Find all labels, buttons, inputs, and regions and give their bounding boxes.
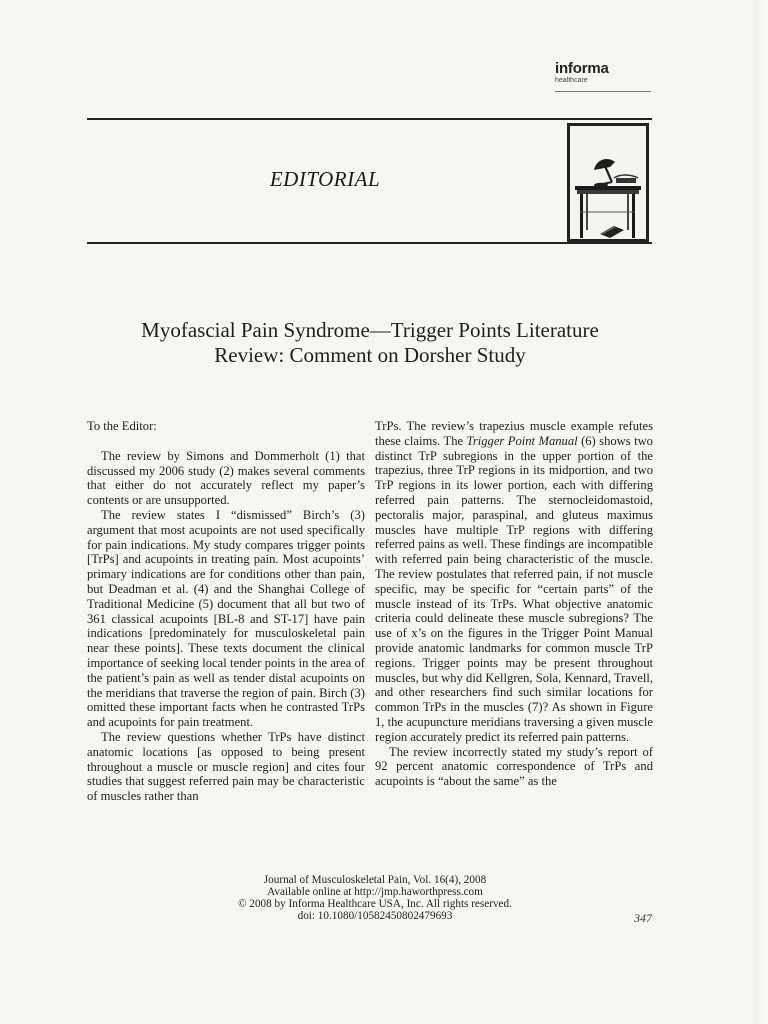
right-column bbox=[375, 419, 653, 789]
body-paragraph: The review incorrectly stated my study’s report of 92 percent anatomic correspondence of TrPs and acupoints is “about the same” as the bbox=[375, 744, 653, 789]
article-title bbox=[90, 318, 650, 368]
page-edge-shadow bbox=[754, 0, 768, 1024]
book-title: Trigger Point Manual bbox=[466, 433, 578, 448]
desk-lamp-icon bbox=[570, 126, 646, 239]
page-number: 347 bbox=[634, 911, 652, 925]
journal-footer bbox=[190, 874, 560, 922]
logo-subtitle: healthcare bbox=[555, 77, 588, 84]
body-paragraph-continued bbox=[375, 419, 653, 745]
paragraph-text: TrPs. The review’s trapezius muscle example refutes these claims. The bbox=[375, 419, 653, 448]
copyright-line: © 2008 by Informa Healthcare USA, Inc. All rights reserved. bbox=[238, 898, 512, 910]
editorial-illustration bbox=[567, 123, 649, 242]
logo-wordmark: informa bbox=[555, 60, 609, 77]
header-top-rule bbox=[87, 118, 652, 120]
availability-line: Available online at http://jmp.haworthpress.com bbox=[267, 886, 483, 898]
doi-line: doi: 10.1080/10582450802479693 bbox=[297, 910, 453, 922]
article-title-line-1: Myofascial Pain Syndrome—Trigger Points Literature bbox=[141, 318, 599, 342]
section-label: EDITORIAL bbox=[269, 167, 381, 191]
body-paragraph: The review by Simons and Dommerholt (1) that discussed my 2006 study (2) makes several comments that either do not accurately reflect my paper’s contents or are unsupported. bbox=[87, 448, 365, 508]
article-title-line-2: Review: Comment on Dorsher Study bbox=[214, 343, 526, 367]
paragraph-text: (6) shows two distinct TrP subregions in the upper portion of the trapezius, three TrP regions in its midportion, and two TrP regions in its lower portion, each with differing referred pain patterns. The sternocleidomastoid, pectoralis major, paraspinal, and gluteus maximus muscles have multiple TrP regions with differing referred pains as well. These findings are incompatible with referred pain being characteristic of the muscle. The review postulates that referred pain, if not muscle specific, may be specific for “certain parts” of the muscle instead of its TrPs. What objective anatomic criteria could delineate these muscle subregions? The use of x’s on the figures in the Trigger Point Manual provide anatomic landmarks for common muscle TrP regions. Trigger points may be present throughout muscles, but why did Kellgren, Sola, Kennard, Travell, and other researchers find such similar locations for common TrPs in the muscles (7)? As shown in Figure 1, the acupuncture meridians traversing a given muscle region accurately predict its referred pain patterns. bbox=[375, 433, 653, 744]
header-bottom-rule bbox=[87, 242, 652, 244]
journal-citation: Journal of Musculoskeletal Pain, Vol. 16(4), 2008 bbox=[263, 874, 487, 886]
informa-logo bbox=[555, 60, 651, 85]
body-paragraph: The review questions whether TrPs have distinct anatomic locations [as opposed to being present throughout a muscle or muscle region] and cites four studies that suggest referred pain may be characteristic of muscles rather than bbox=[87, 729, 365, 804]
left-column bbox=[87, 419, 365, 804]
logo-underline bbox=[555, 91, 651, 92]
salutation: To the Editor: bbox=[87, 419, 157, 433]
body-paragraph: The review states I “dismissed” Birch’s (3) argument that most acupoints are not used specifically for pain indications. My study compares trigger points [TrPs] and acupoints in treating pain. Most acupoints’ primary indications are for conditions other than pain, but Deadman et al. (4) and the Shanghai College of Traditional Medicine (5) document that all but two of 361 classical acupoints [BL-8 and ST-17] have pain indications [predominately for musculoskeletal pain near these points]. These texts document the clinical importance of seeking local tender points in the area of the patient’s pain as well as tender distal acupoints on the meridians that traverse the region of pain. Birch (3) omitted these important facts when he contrasted TrPs and acupoints for pain treatment. bbox=[87, 507, 365, 730]
